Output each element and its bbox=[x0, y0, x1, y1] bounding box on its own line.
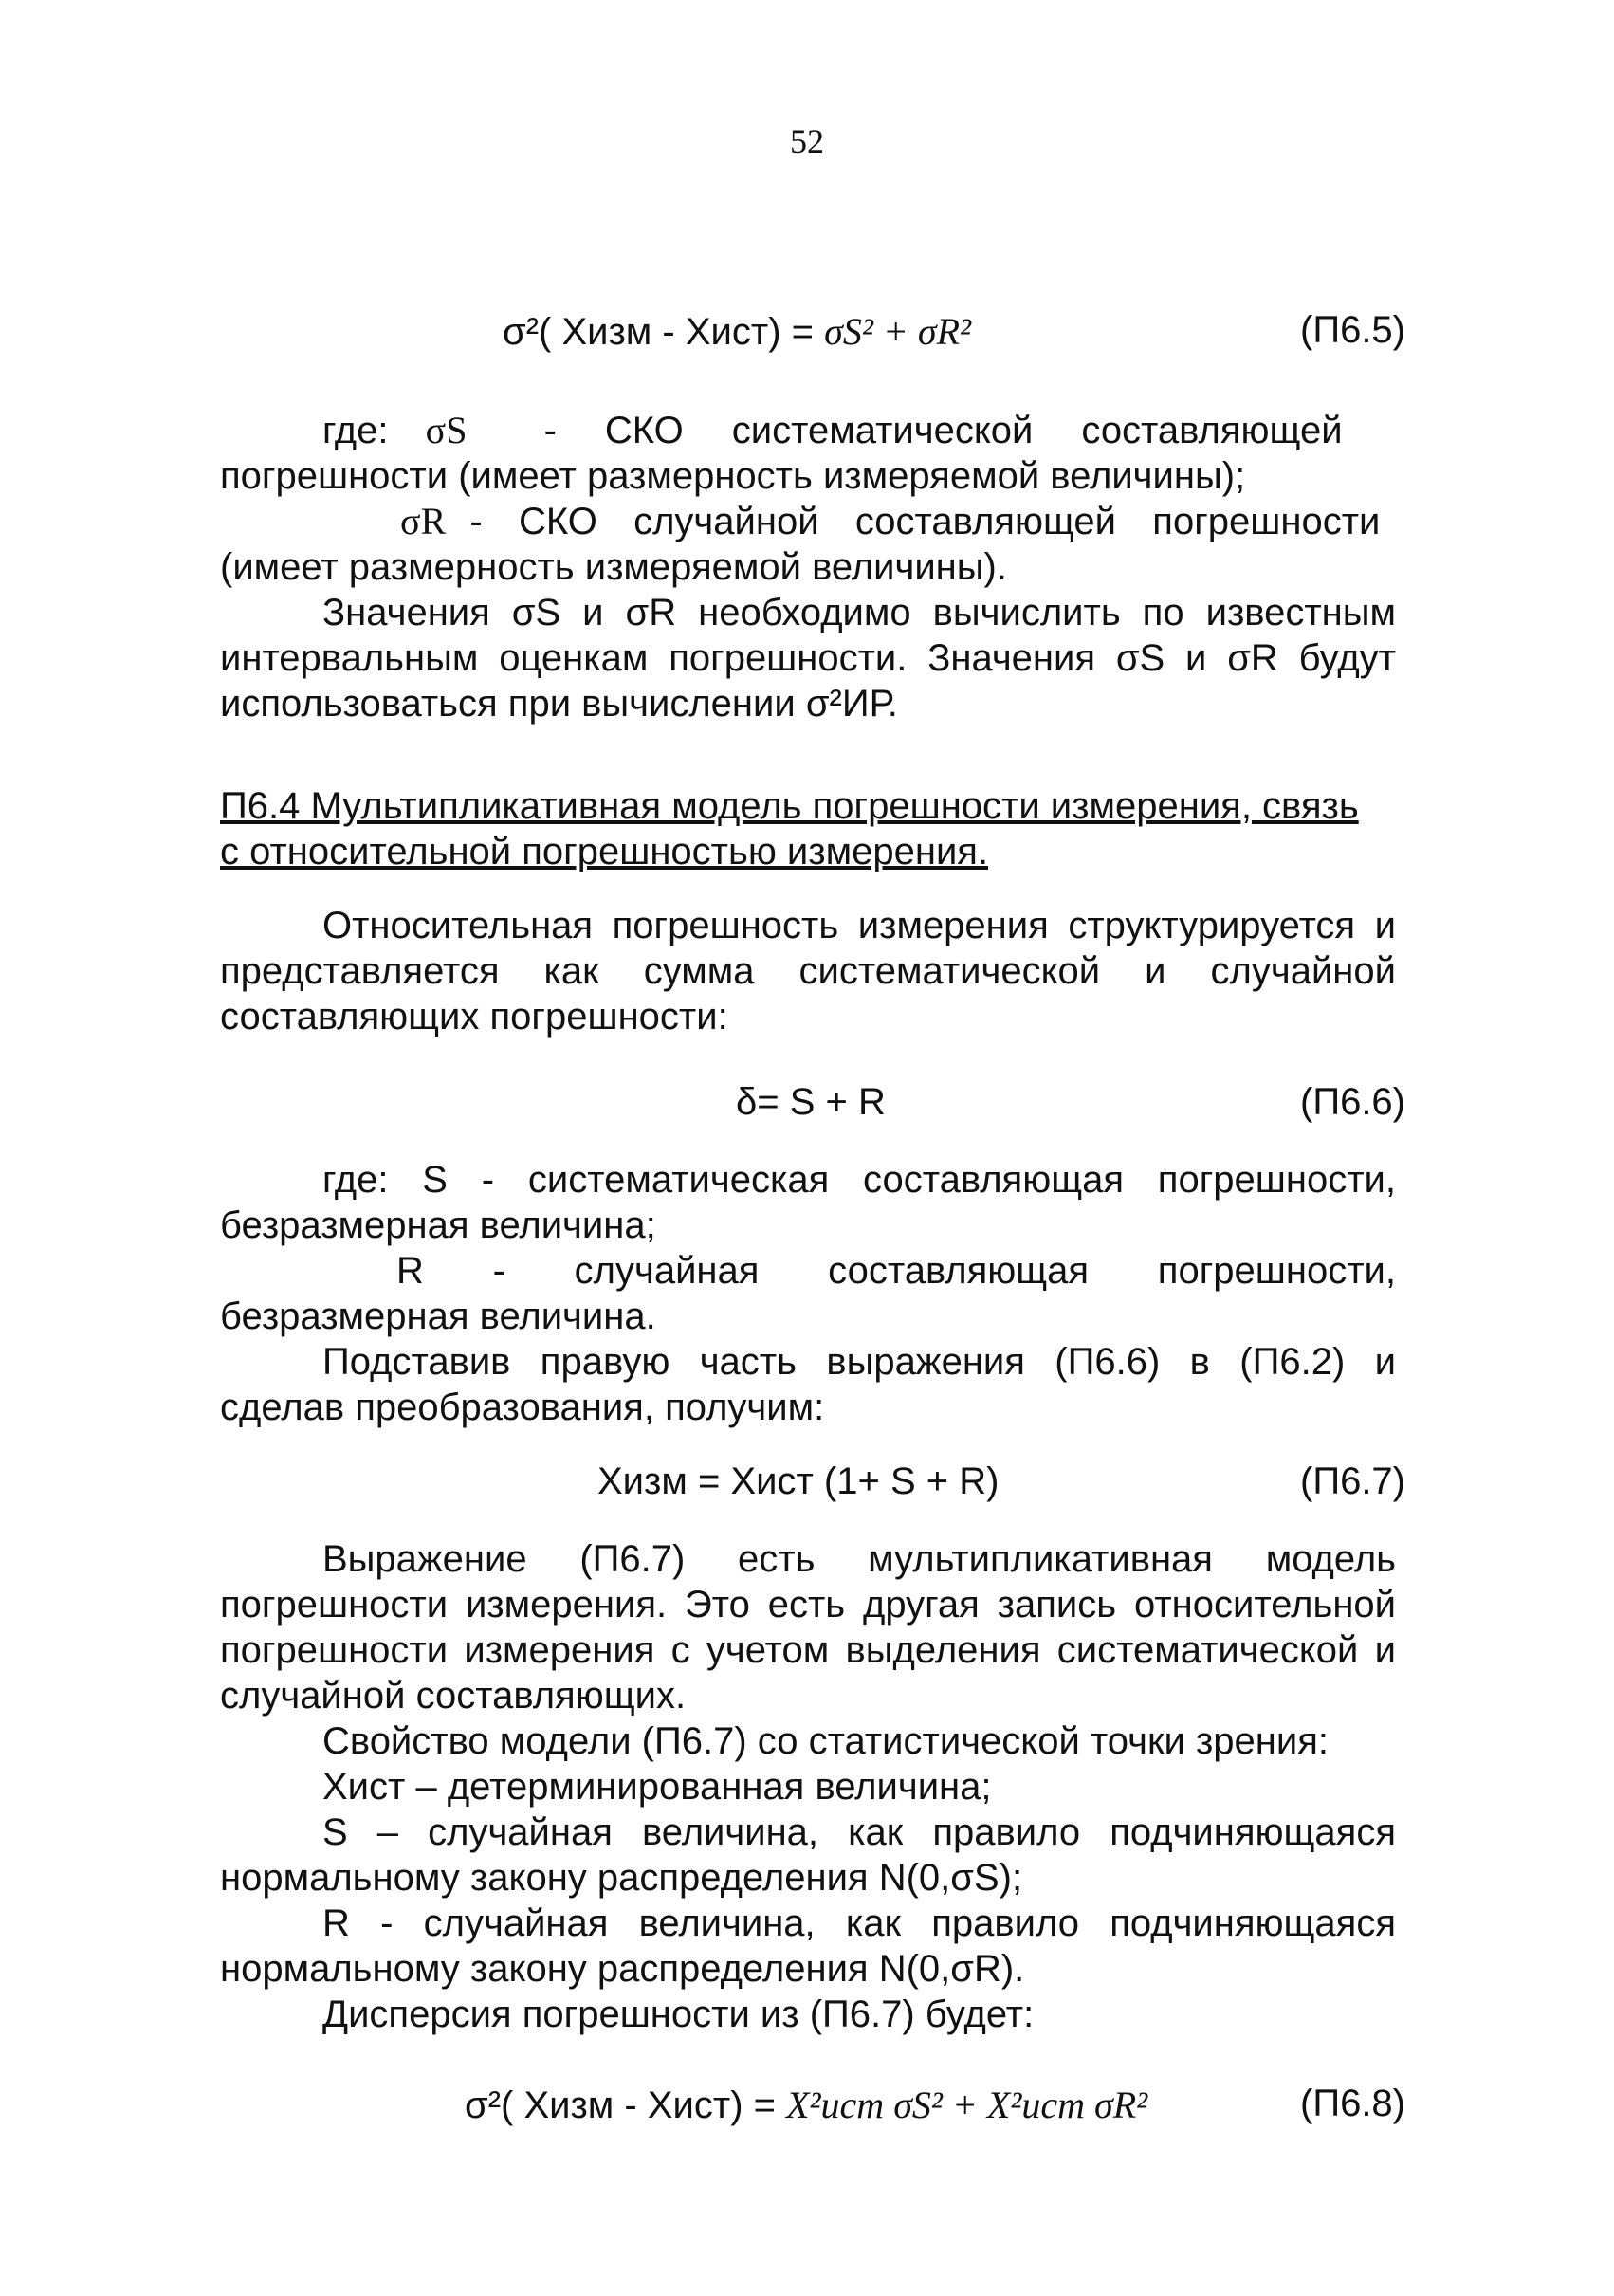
property-line2: Xист – детерминированная величина; bbox=[322, 1766, 992, 1808]
expression-line2: погрешности измерения. Это есть другая запись относительной bbox=[220, 1584, 1396, 1626]
expression-line3: погрешности измерения с учетом выделения систематической и bbox=[220, 1629, 1396, 1671]
property-line4: нормальному закону распределения N(0,σS); bbox=[220, 1857, 1023, 1899]
where-label: где: bbox=[322, 410, 389, 451]
where1-line1 bbox=[220, 408, 1396, 453]
where2-line4: безразмерная величина. bbox=[220, 1295, 656, 1337]
where2-line1: где: S - систематическая составляющая погрешности, bbox=[322, 1159, 1396, 1201]
equation-lhs: σ²( Xизм - Xист) = bbox=[503, 311, 814, 353]
property-line3: S – случайная величина, как правило подчиняющаяся bbox=[322, 1811, 1396, 1853]
property-line7: Дисперсия погрешности из (П6.7) будет: bbox=[322, 1993, 1035, 2035]
property-line5: R - случайная величина, как правило подчиняющаяся bbox=[322, 1902, 1396, 1944]
equation-lhs: σ²( Xизм - Xист) = bbox=[465, 2085, 776, 2126]
expression-line1: Выражение (П6.7) есть мультипликативная модель bbox=[322, 1538, 1396, 1580]
equation-rhs: X²ист σS² + X²ист σR² bbox=[786, 2084, 1148, 2126]
equation-number-p6-7: (П6.7) bbox=[1300, 1460, 1405, 1502]
equation-number-p6-5: (П6.5) bbox=[1300, 309, 1405, 351]
where1-line3 bbox=[220, 499, 1396, 544]
where1-line3-text: - СКО случайной составляющей погрешности bbox=[469, 501, 1381, 542]
equation-p6-5 bbox=[503, 309, 971, 354]
equation-p6-8 bbox=[465, 2083, 1147, 2127]
values-line2: интервальным оценкам погрешности. Значения σS и σR будут bbox=[220, 637, 1396, 679]
sigma-s-symbol: σS bbox=[425, 409, 468, 451]
values-line1: Значения σS и σR необходимо вычислить по известным bbox=[322, 592, 1396, 634]
section-heading-line1: П6.4 Мультипликативная модель погрешности измерения, связь bbox=[220, 785, 1359, 827]
expression-line4: случайной составляющих. bbox=[220, 1675, 687, 1717]
page-number: 52 bbox=[790, 122, 824, 160]
equation-number-p6-8: (П6.8) bbox=[1300, 2083, 1405, 2124]
where1-line4: (имеет размерность измеряемой величины). bbox=[220, 546, 1007, 588]
relative-line2: представляется как сумма систематической и случайной bbox=[220, 950, 1396, 992]
where2-line2: безразмерная величина; bbox=[220, 1204, 656, 1246]
equation-p6-6: δ= S + R bbox=[736, 1081, 886, 1123]
relative-line1: Относительная погрешность измерения структурируется и bbox=[322, 905, 1396, 946]
property-line6: нормальному закону распределения N(0,σR). bbox=[220, 1948, 1025, 1990]
equation-p6-7: Xизм = Xист (1+ S + R) bbox=[597, 1460, 1000, 1502]
where1-line2: погрешности (имеет размерность измеряемой величины); bbox=[220, 455, 1246, 497]
equation-number-p6-6: (П6.6) bbox=[1300, 1081, 1405, 1123]
equation-rhs: σS² + σR² bbox=[824, 310, 971, 353]
section-heading-line2: с относительной погрешностью измерения. bbox=[220, 831, 989, 872]
substitute-line2: сделав преобразования, получим: bbox=[220, 1387, 825, 1428]
sigma-r-symbol: σR bbox=[400, 500, 447, 542]
where2-line3: R - случайная составляющая погрешности, bbox=[396, 1250, 1396, 1292]
values-line3: использоваться при вычислении σ²ИР. bbox=[220, 683, 898, 725]
substitute-line1: Подставив правую часть выражения (П6.6) в (П6.2) и bbox=[322, 1341, 1396, 1383]
property-line1: Свойство модели (П6.7) со статистической точки зрения: bbox=[322, 1720, 1329, 1762]
relative-line3: составляющих погрешности: bbox=[220, 996, 728, 1038]
section-heading bbox=[220, 783, 1396, 874]
where1-line1-text: - СКО систематической составляющей bbox=[543, 410, 1343, 451]
